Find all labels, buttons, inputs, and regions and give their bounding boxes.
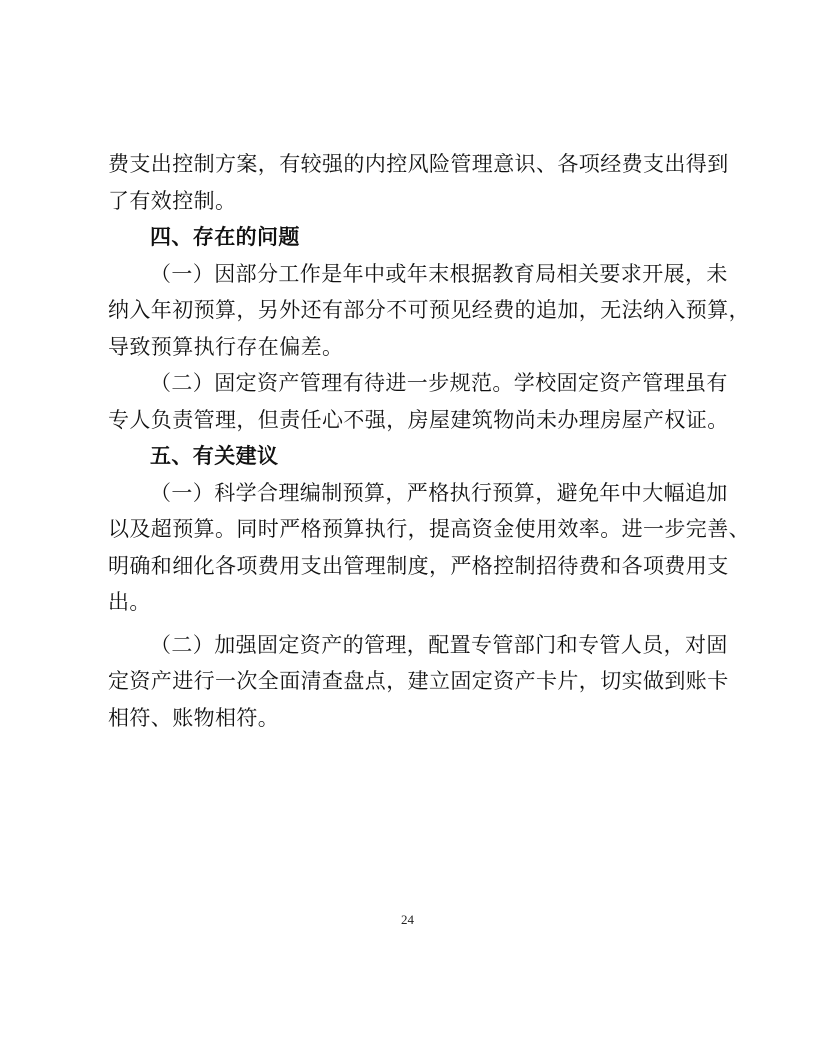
page-number: 24 bbox=[401, 912, 414, 927]
text-line: 相符、账物相符。 bbox=[108, 705, 280, 730]
paragraph-issue-1 bbox=[108, 256, 750, 366]
text-line: 费支出控制方案，有较强的内控风险管理意识、各项经费支出得到 bbox=[108, 152, 729, 176]
text-line: 了有效控制。 bbox=[108, 188, 237, 213]
text-line: 定资产进行一次全面清查盘点，建立固定资产卡片，切实做到账卡 bbox=[108, 669, 729, 693]
text-line: 纳入年初预算，另外还有部分不可预见经费的追加，无法纳入预算， bbox=[108, 298, 750, 322]
paragraph-suggestion-2 bbox=[108, 627, 729, 737]
document-body bbox=[108, 146, 750, 736]
text-line: 明确和细化各项费用支出管理制度，严格控制招待费和各项费用支 bbox=[108, 553, 729, 578]
text-line: （二）加强固定资产的管理，配置专管部门和专管人员，对固 bbox=[150, 632, 728, 657]
text-line: 专人负责管理，但责任心不强，房屋建筑物尚未办理房屋产权证。 bbox=[108, 407, 729, 432]
section-heading-problems: 四、存在的问题 bbox=[150, 225, 300, 249]
text-line: 以及超预算。同时严格预算执行，提高资金使用效率。进一步完善、 bbox=[108, 517, 750, 541]
text-line: （一）因部分工作是年中或年末根据教育局相关要求开展，未 bbox=[150, 261, 728, 286]
text-line: （一）科学合理编制预算，严格执行预算，避免年中大幅追加 bbox=[150, 480, 728, 505]
text-line: 出。 bbox=[108, 590, 151, 614]
paragraph-suggestion-1 bbox=[108, 475, 750, 621]
text-line: （二）固定资产管理有待进一步规范。学校固定资产管理虽有 bbox=[150, 371, 728, 395]
text-line: 导致预算执行存在偏差。 bbox=[108, 334, 344, 359]
paragraph-issue-2 bbox=[108, 365, 729, 438]
section-heading-suggestions: 五、有关建议 bbox=[150, 444, 279, 468]
paragraph-continuation bbox=[108, 146, 729, 219]
